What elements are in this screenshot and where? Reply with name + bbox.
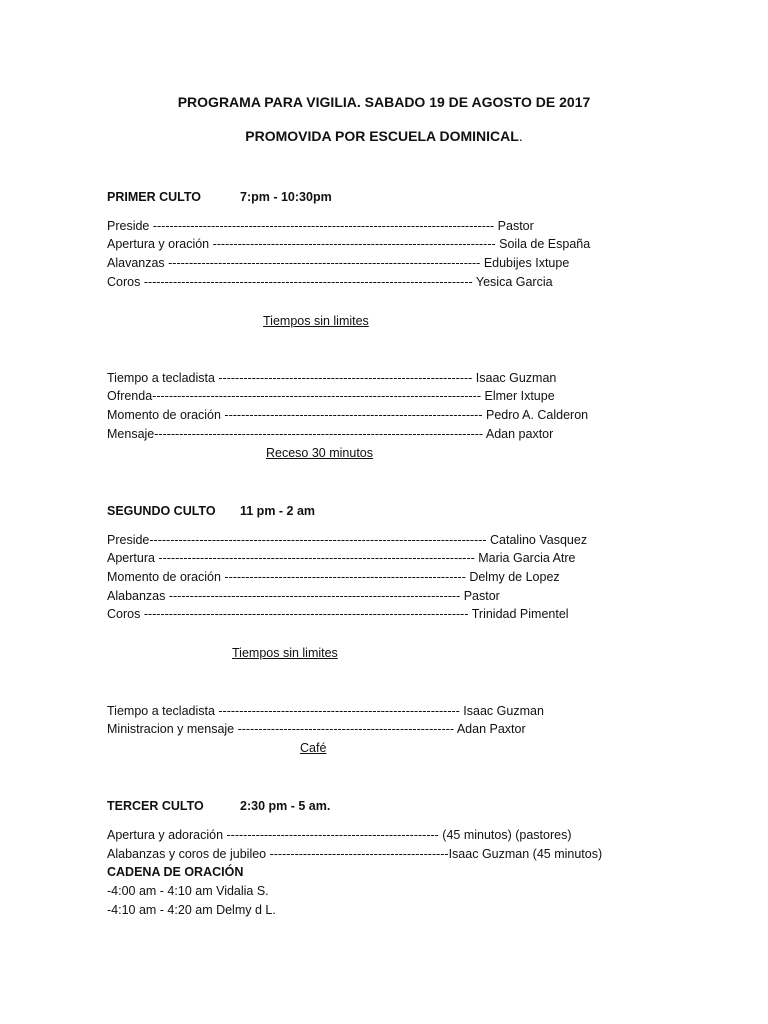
culto1-break-label: Tiempos sin limites [263, 314, 369, 328]
culto2-line2: Tiempo a tecladista ---------------------------------------------------------- Isaac Guzman [107, 704, 544, 718]
culto2-time: 11 pm - 2 am [240, 504, 316, 518]
culto3-chain-item: -4:10 am - 4:20 am Delmy d L. [107, 903, 276, 917]
culto3-name: TERCER CULTO [107, 799, 204, 813]
culto2-line: Coros ------------------------------------------------------------------------------ Trinidad Pimentel [107, 607, 569, 621]
subtitle-period: . [518, 128, 523, 144]
culto1-line: Apertura y oración -------------------------------------------------------------------- Soila de España [107, 237, 591, 251]
culto1-line2: Momento de oración -------------------------------------------------------------- Pedro A. Calderon [107, 408, 589, 422]
culto3-time: 2:30 pm - 5 am. [240, 799, 331, 813]
culto1-time: 7:pm - 10:30pm [240, 190, 332, 204]
culto1-line: Preside ---------------------------------------------------------------------------------- Pastor [107, 219, 534, 233]
culto1-line2: Mensaje------------------------------------------------------------------------------- Adan paxtor [107, 427, 554, 441]
culto1-recess: Receso 30 minutos [266, 446, 374, 460]
culto3-heading [107, 797, 331, 815]
document-title: PROGRAMA PARA VIGILIA. SABADO 19 DE AGOSTO DE 2017 [177, 94, 591, 110]
culto2-name: SEGUNDO CULTO [107, 504, 216, 518]
culto1-name: PRIMER CULTO [107, 190, 201, 204]
culto2-line: Alabanzas ---------------------------------------------------------------------- Pastor [107, 589, 500, 603]
culto2-cafe: Café [300, 741, 327, 755]
culto2-line2: Ministracion y mensaje ---------------------------------------------------- Adan Paxtor [107, 722, 526, 736]
culto1-line2: Ofrenda------------------------------------------------------------------------------- Elmer Ixtupe [107, 389, 555, 403]
culto3-line: Alabanzas y coros de jubileo -------------------------------------------Isaac Guzman (45 minutos) [107, 847, 603, 861]
culto1-line: Coros ------------------------------------------------------------------------------- Yesica Garcia [107, 275, 553, 289]
culto1-line2: Tiempo a tecladista ------------------------------------------------------------- Isaac Guzman [107, 371, 557, 385]
culto3-line: Apertura y adoración --------------------------------------------------- (45 minutos) (pastores) [107, 828, 572, 842]
culto2-line: Apertura ---------------------------------------------------------------------------- Maria Garcia Atre [107, 551, 576, 565]
culto2-line: Momento de oración ---------------------------------------------------------- Delmy de Lopez [107, 570, 560, 584]
culto2-break-label: Tiempos sin limites [232, 646, 338, 660]
culto2-line: Preside--------------------------------------------------------------------------------- Catalino Vasquez [107, 533, 588, 547]
subtitle-text: PROMOVIDA POR ESCUELA DOMINICAL [245, 128, 519, 144]
culto2-heading [107, 502, 316, 520]
culto3-chain-item: -4:00 am - 4:10 am Vidalia S. [107, 884, 269, 898]
culto1-line: Alavanzas --------------------------------------------------------------------------- Edubijes Ixtupe [107, 256, 570, 270]
culto3-chain-title: CADENA DE ORACIÓN [107, 865, 244, 879]
document-subtitle [0, 127, 768, 145]
culto1-heading [107, 188, 332, 206]
